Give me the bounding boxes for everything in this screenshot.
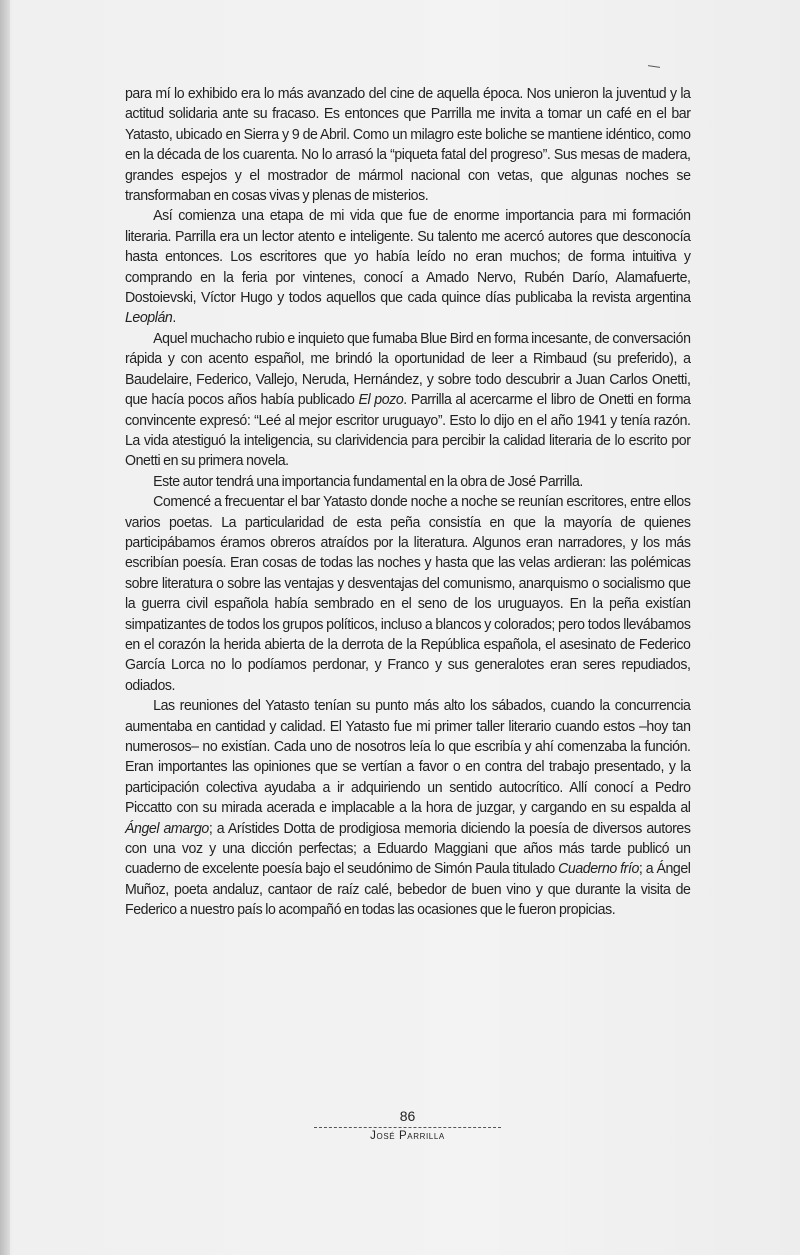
running-footer-author: José Parrilla [370,1130,445,1142]
paragraph-5-text: Comencé a frecuentar el bar Yatasto donde noche a noche se reunían escritores, entre ellos varios poetas. La particularidad de esta peña consistía en que la mayoría de quienes participábamos éramos obreros atraídos por la literatura. Algunos eran narradores, y los más escribían poesía. Eran cosas de todas las noches y hasta que las velas ardieran: las polémicas sobre literatura o sobre las ventajas y desventajas del comunismo, anarquismo o socialismo que la guerra civil española había sembrado en el seno de los uruguayos. En la peña existían simpatizantes de todos los grupos políticos, incluso a blancos y colorados; pero todos llevábamos en el corazón la herida abierta de la derrota de la República española, el asesinato de Federico García Lorca no lo podíamos perdonar, y Franco y sus generalotes eran seres repudiados, odiados. [125,494,691,694]
paragraph-4-text: Este autor tendrá una importancia fundamental en la obra de José Parrilla. [153,473,583,490]
paragraph-2 [125,206,691,328]
page-binding-shadow [0,0,10,1255]
scan-speck [648,65,660,68]
body-text [125,84,691,921]
paragraph-3 [125,329,691,472]
paragraph-6-text: Las reuniones del Yatasto tenían su punto más alto los sábados, cuando la concurrencia aumentaba en cantidad y calidad. El Yatasto fue mi primer taller literario cuando estos –hoy tan numerosos– no existían. Cada uno de nosotros leía lo que escribía y ahí comenzaba la función. Eran importantes las opiniones que se vertían a favor o en contra del trabajo presentado, y la participación colectiva ayudaba a ir adquiriendo un sentido autocrítico. Allí conocí a Pedro Piccatto con su mirada acerada e implacable a la hora de juzgar, y cargando en su espalda al [125,698,691,817]
page-number: 86 [399,1108,416,1124]
paragraph-6-middle: ; a Arístides Dotta de prodigiosa memoria diciendo la poesía de diversos autores con una voz y una dicción perfectas; a Eduardo Maggiani que años más tarde publicó un cuaderno de excelente poesía bajo el seudónimo de Simón Paula titulado [125,820,691,878]
paragraph-3-text: Aquel muchacho rubio e inquieto que fumaba Blue Bird en forma incesante, de conversación rápida y con acento español, me brindó la oportunidad de leer a Rimbaud (su preferido), a Baudelaire, Federico, Vallejo, Neruda, Hernández, y sobre todo descubrir a Juan Carlos Onetti, que hacía pocos años había publicado [125,330,691,409]
paragraph-3-end: . Parrilla al acercarme el libro de Onetti en forma convincente expresó: “Leé al mejor escritor uruguayo”. Esto lo dijo en el año 1941 y tenía razón. La vida atestiguó la inteligencia, su clarividencia para percibir la calidad literaria de lo escrito por Onetti en su primera novela. [125,392,691,470]
paragraph-6 [125,696,691,920]
magazine-title-leoplan: Leoplán [125,310,173,327]
book-title-cuaderno-frio: Cuaderno frío [558,861,639,878]
page-footer [300,1108,515,1143]
paragraph-1 [125,84,691,206]
book-title-angel-amargo: Ángel amargo [125,820,209,837]
paragraph-2-end: . [172,310,176,327]
paragraph-5 [125,492,691,696]
paragraph-1-text: para mí lo exhibido era lo más avanzado del cine de aquella época. Nos unieron la juventud y la actitud solidaria ante su fracaso. Es entonces que Parrilla me invita a tomar un café en el bar Yatasto, ubicado en Sierra y 9 de Abril. Como un milagro este boliche se mantiene idéntico, como en la década de los cuarenta. No lo arrasó la “piqueta fatal del progreso”. Sus mesas de madera, grandes espejos y el mostrador de mármol nacional con vetas, que algunas noches se transformaban en cosas vivas y plenas de misterios. [125,86,691,205]
paragraph-6-end: ; a Ángel Muñoz, poeta andaluz, cantaor de raíz calé, bebedor de buen vino y que durante la visita de Federico a nuestro país lo acompañó en todas las ocasiones que le fueron propicias. [125,861,691,919]
paragraph-2-text: Así comienza una etapa de mi vida que fue de enorme importancia para mi formación literaria. Parrilla era un lector atento e inteligente. Su talento me acercó autores que desconocía hasta entonces. Los escritores que yo había leído no eran muchos; de forma intuitiva y comprando en la feria por vintenes, conocí a Amado Nervo, Rubén Darío, Alamafuerte, Dostoievski, Víctor Hugo y todos aquellos que cada quince días publicaba la revista argentina [125,208,691,307]
book-title-el-pozo: El pozo [358,392,404,409]
paragraph-4 [125,472,691,492]
footer-dashed-rule [314,1127,501,1128]
